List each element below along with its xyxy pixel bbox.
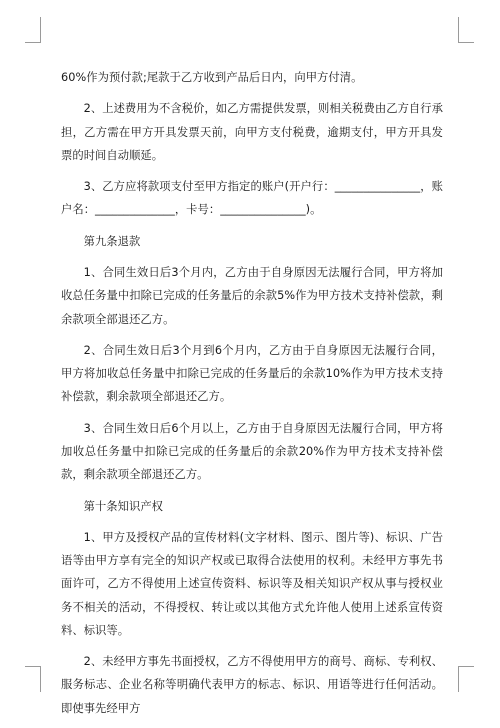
paragraph-refund-3-to-6-months: 2、合同生效日后3个月到6个月内，乙方由于自身原因无法履行合同，甲方将加收总任务量中扣除已完成的任务量后的余款10%作为甲方技术支持补偿款，剩余款项全部退还乙方。 (61, 343, 443, 404)
paragraph-ip-trademarks: 2、未经甲方事先书面授权，乙方不得使用甲方的商号、商标、专利权、服务标志、企业名称等明确代表甲方的标志、标识、用语等进行任何活动。即使事先经甲方 (61, 655, 443, 715)
paragraph-bank-account: 3、乙方应将款项支付至甲方指定的账户(开户行：_______________，账户名：______________，卡号：_______________)。 (61, 180, 443, 217)
paragraph-ip-materials: 1、甲方及授权产品的宣传材料(文字材料、图示、图片等)、标识、广告语等由甲方享有完全的知识产权或已取得合法使用的权利。未经甲方事先书面许可，乙方不得使用上述宣传资料、标识等及相关知识产权从事与授权业务不相关的活动，不得授权、转让或以其他方式允许他人使用上述系宣传资料、标识等。 (61, 530, 443, 637)
section-heading-ip: 第十条知识产权 (83, 499, 164, 513)
paragraph-refund-3-months: 1、合同生效日后3个月内，乙方由于自身原因无法履行合同，甲方将加收总任务量中扣除已完成的任务量后的余款5%作为甲方技术支持补偿款，剩余款项全部退还乙方。 (61, 266, 443, 326)
paragraph-payment-terms: 60%作为预付款;尾款于乙方收到产品后日内，向甲方付清。 (61, 71, 363, 84)
paragraph-tax-invoice: 2、上述费用为不含税价，如乙方需提供发票，则相关税费由乙方自行承担，乙方需在甲方开具发票天前，向甲方支付税费，逾期支付，甲方开具发票的时间自动顺延。 (61, 102, 443, 162)
document-body (61, 66, 443, 728)
crop-mark-bottom-right (458, 666, 474, 692)
section-heading-refund: 第九条退款 (83, 234, 141, 248)
crop-mark-top-right (458, 17, 474, 43)
paragraph-refund-over-6-months: 3、合同生效日后6个月以上，乙方由于自身原因无法履行合同，甲方将加收总任务量中扣除已完成的任务量后的余款20%作为甲方技术支持补偿款，剩余款项全部退还乙方。 (61, 421, 443, 482)
crop-mark-bottom-left (25, 666, 41, 692)
crop-mark-top-left (25, 17, 41, 43)
